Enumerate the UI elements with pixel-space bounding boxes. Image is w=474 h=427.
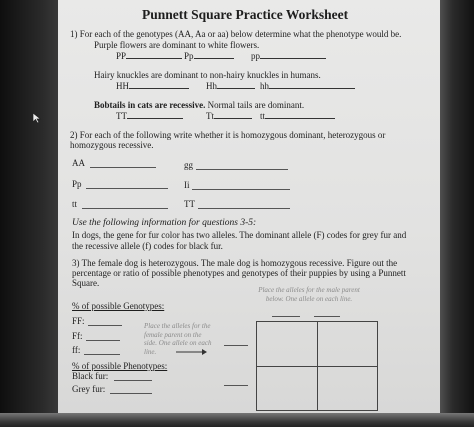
genotype-blank[interactable] [84, 354, 120, 355]
q2-right-item: TT [184, 199, 195, 209]
q2-right-item: gg [184, 160, 193, 170]
q2-right-item: Ii [184, 180, 190, 190]
phenotype-blank[interactable] [114, 380, 152, 381]
answer-blank[interactable] [126, 50, 182, 59]
male-parent-hint: Place the alleles for the male parent below. One allele on each line. [258, 286, 360, 303]
q3-text-line2: percentage or ratio of possible phenotypes and genotypes of their puppies by using a Punnett [72, 268, 406, 278]
answer-blank[interactable] [198, 208, 290, 209]
phenotypes-label: % of possible Phenotypes: [72, 361, 168, 371]
male-allele-blank[interactable] [272, 316, 300, 317]
answer-blank[interactable] [217, 80, 255, 89]
female-allele-blank[interactable] [224, 345, 248, 346]
q1-row2-item: Hh [206, 80, 255, 92]
info-heading: Use the following information for questions 3-5: [72, 218, 257, 228]
genotype-item: ff: [72, 345, 81, 355]
q2-text-line2: homozygous recessive. [70, 140, 154, 150]
phenotype-blank[interactable] [110, 393, 152, 394]
punnett-square [256, 321, 378, 411]
phenotype-item: Black fur: [72, 371, 109, 381]
phenotype-item: Grey fur: [72, 384, 106, 394]
answer-blank[interactable] [214, 110, 252, 119]
q2-left-item: tt [72, 199, 78, 209]
q1-row2-item: hh [260, 80, 355, 92]
answer-blank[interactable] [127, 110, 183, 119]
genotype-item: FF: [72, 316, 85, 326]
genotypes-label: % of possible Genotypes: [72, 301, 165, 311]
q2-left-item: AA [72, 158, 85, 168]
answer-blank[interactable] [82, 208, 168, 209]
answer-blank[interactable] [90, 167, 156, 168]
answer-blank[interactable] [192, 189, 290, 190]
q1-bobtails-text: Bobtails in cats are recessive. Normal tails are dominant. [94, 100, 305, 110]
genotype-item: Ff: [72, 331, 83, 341]
genotype-blank[interactable] [86, 340, 120, 341]
mouse-cursor-icon [32, 112, 42, 124]
answer-blank[interactable] [260, 50, 326, 59]
info-line1: In dogs, the gene for fur color has two alleles. The dominant allele (F) codes for grey fur and [72, 230, 407, 240]
info-line2: the recessive allele (f) codes for black fur. [72, 241, 223, 251]
q1-knuckles-text: Hairy knuckles are dominant to non-hairy knuckles in humans. [94, 70, 321, 80]
female-parent-hint: Place the alleles for the female parent on the side. One allele on each line. [144, 322, 212, 356]
desk-background-right [438, 0, 474, 427]
q1-row3-item: Tt [206, 110, 252, 122]
q2-text-line1: 2) For each of the following write whether it is homozygous dominant, heterozygous or [70, 130, 386, 140]
q1-row3-item: TT [116, 110, 183, 122]
male-allele-blank[interactable] [314, 316, 340, 317]
q3-text-line3: Square. [72, 278, 100, 288]
desk-background-left [0, 0, 60, 427]
q1-intro-line2: Purple flowers are dominant to white flowers. [94, 40, 260, 50]
q2-left-item: Pp [72, 179, 82, 189]
female-allele-blank[interactable] [224, 385, 248, 386]
monitor-bezel [0, 413, 474, 427]
answer-blank[interactable] [86, 188, 168, 189]
q1-row2-item: HH [116, 80, 189, 92]
q1-intro-line1: 1) For each of the genotypes (AA, Aa or aa) below determine what the phenotype would be. [70, 29, 402, 39]
q1-row3-item: tt [260, 110, 335, 122]
arrow-right-icon [176, 348, 208, 356]
q1-row1-item: PP [116, 50, 182, 62]
answer-blank[interactable] [265, 110, 335, 119]
punnett-divider-horizontal [257, 366, 377, 367]
q1-row1-item: pp [251, 50, 326, 62]
q3-text-line1: 3) The female dog is heterozygous. The male dog is homozygous recessive. Figure out the [72, 258, 398, 268]
genotype-blank[interactable] [88, 325, 122, 326]
q1-row1-item: Pp [184, 50, 234, 62]
answer-blank[interactable] [196, 169, 288, 170]
answer-blank[interactable] [194, 50, 234, 59]
answer-blank[interactable] [269, 80, 355, 89]
worksheet-title: Punnett Square Practice Worksheet [142, 7, 349, 22]
worksheet-page [58, 0, 440, 413]
answer-blank[interactable] [129, 80, 189, 89]
